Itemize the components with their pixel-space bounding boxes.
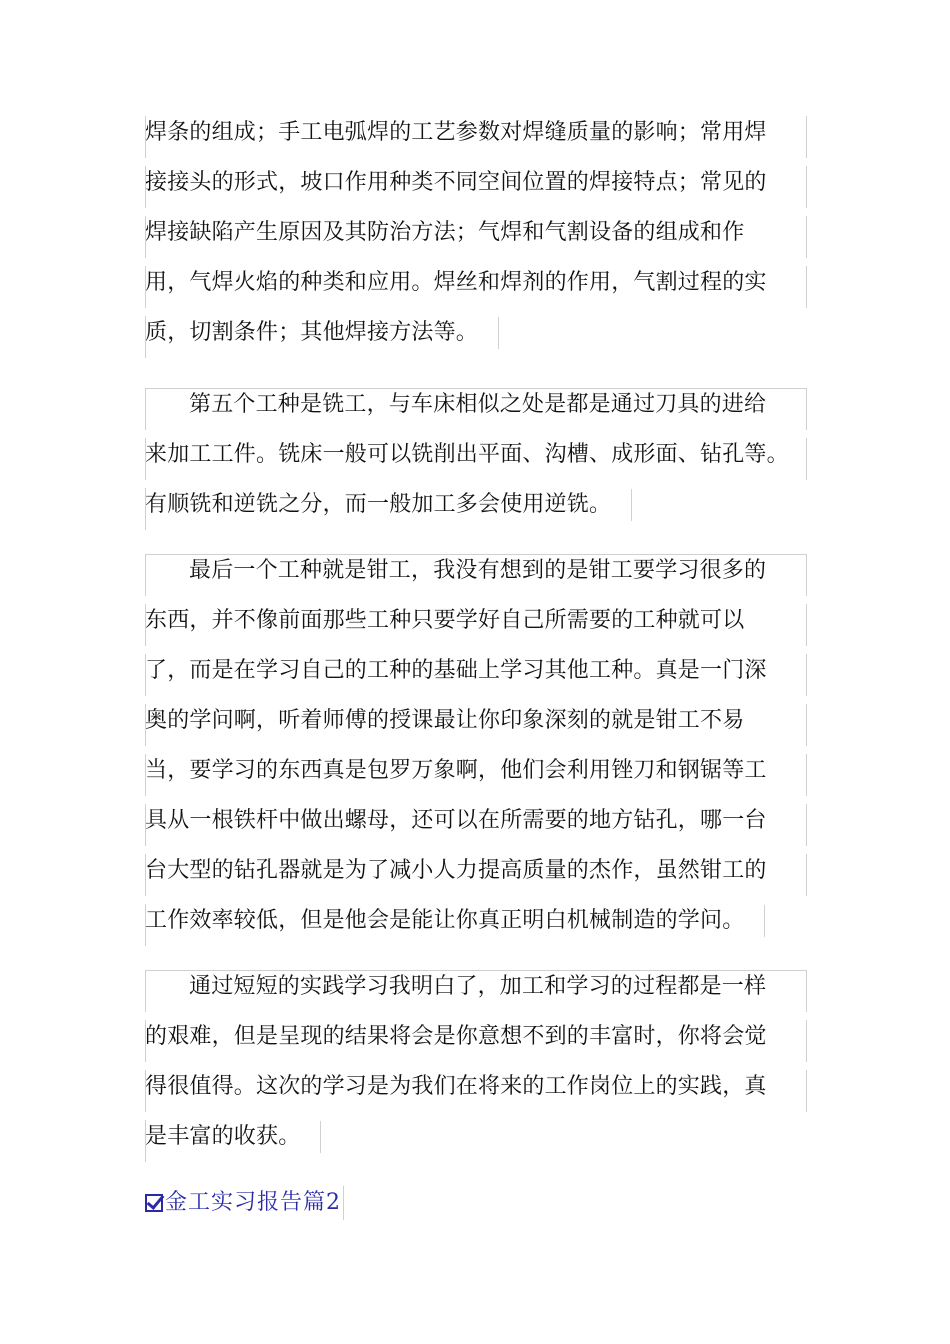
paragraph-welding-details (145, 108, 807, 358)
line-end-mark (300, 1121, 321, 1153)
checkbox-checked-icon (145, 1194, 163, 1212)
text-line: 具从一根铁杆中做出螺母，还可以在所需要的地方钻孔，哪一台 (145, 796, 807, 846)
paragraph-milling (145, 380, 807, 530)
text-line: 得很值得。这次的学习是为我们在将来的工作岗位上的实践，真 (145, 1062, 807, 1112)
section-heading-text: 金工实习报告篇2 (165, 1186, 344, 1220)
text-line: 第五个工种是铣工，与车床相似之处是都是通过刀具的进给 (145, 380, 807, 430)
text-line-content: 有顺铣和逆铣之分，而一般加工多会使用逆铣。 (145, 492, 612, 517)
line-end-mark (744, 905, 765, 937)
text-line: 的艰难，但是呈现的结果将会是你意想不到的丰富时，你将会觉 (145, 1012, 807, 1062)
text-line (145, 896, 807, 946)
text-line: 用，气焊火焰的种类和应用。焊丝和焊剂的作用，气割过程的实 (145, 258, 807, 308)
text-line: 接接头的形式，坡口作用种类不同空间位置的焊接特点；常见的 (145, 158, 807, 208)
text-line: 通过短短的实践学习我明白了，加工和学习的过程都是一样 (145, 962, 807, 1012)
paragraph-fitter (145, 546, 807, 946)
text-line-content: 是丰富的收获。 (145, 1124, 301, 1149)
text-line: 来加工工件。铣床一般可以铣削出平面、沟槽、成形面、钻孔等。 (145, 430, 807, 480)
text-line: 奥的学问啊，听着师傅的授课最让你印象深刻的就是钳工不易 (145, 696, 807, 746)
text-line: 焊条的组成；手工电弧焊的工艺参数对焊缝质量的影响；常用焊 (145, 108, 807, 158)
line-end-mark (478, 317, 499, 349)
line-end-mark (611, 489, 632, 521)
section-heading (145, 1181, 344, 1225)
paragraph-conclusion (145, 962, 807, 1162)
text-line: 当，要学习的东西真是包罗万象啊，他们会利用锉刀和钢锯等工 (145, 746, 807, 796)
text-line-content: 工作效率较低，但是他会是能让你真正明白机械制造的学问。 (145, 908, 745, 933)
text-line (145, 480, 807, 530)
text-line: 东西，并不像前面那些工种只要学好自己所需要的工种就可以 (145, 596, 807, 646)
text-line: 焊接缺陷产生原因及其防治方法；气焊和气割设备的组成和作 (145, 208, 807, 258)
text-line: 最后一个工种就是钳工，我没有想到的是钳工要学习很多的 (145, 546, 807, 596)
text-line: 台大型的钻孔器就是为了减小人力提高质量的杰作，虽然钳工的 (145, 846, 807, 896)
text-line-content: 质，切割条件；其他焊接方法等。 (145, 320, 479, 345)
text-line: 了，而是在学习自己的工种的基础上学习其他工种。真是一门深 (145, 646, 807, 696)
text-line (145, 308, 807, 358)
text-line (145, 1112, 807, 1162)
